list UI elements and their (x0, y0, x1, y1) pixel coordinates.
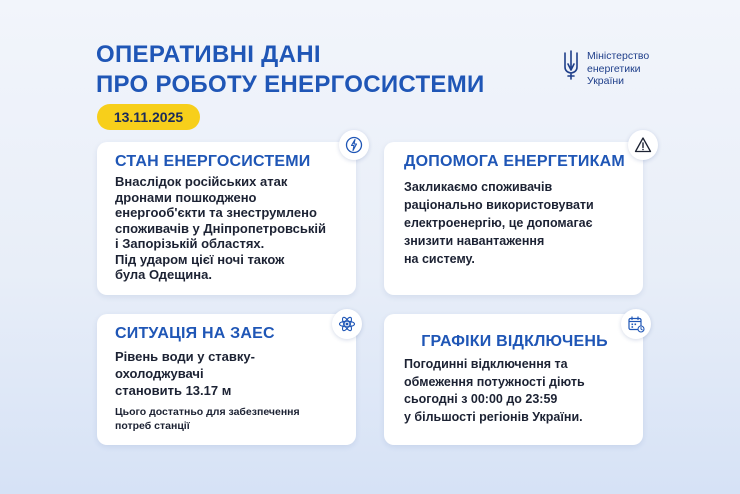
card-text (404, 356, 625, 426)
text-line: Рівень води у ставку-охолоджувачі (115, 349, 255, 381)
text-line: сьогодні з 00:00 до 23:59 (404, 392, 558, 406)
energy-icon (345, 136, 363, 154)
title-line-2: ПРО РОБОТУ ЕНЕРГОСИСТЕМИ (96, 71, 485, 98)
warning-icon (634, 136, 652, 154)
text-line: раціонально використовувати (404, 198, 594, 212)
card-help-energy-workers (384, 142, 643, 295)
text-line: була Одещина. (115, 267, 212, 282)
text-line: дронами пошкоджено (115, 189, 257, 205)
text-line: становить 13.17 м (115, 383, 232, 398)
card-text (404, 178, 625, 268)
ministry-line-2: енергетики (587, 62, 641, 75)
ministry-name (587, 50, 649, 88)
card-title: ГРАФІКИ ВІДКЛЮЧЕНЬ (421, 333, 608, 350)
text-line: знизити навантаження (404, 234, 545, 248)
ministry-line-3: України (587, 75, 625, 87)
trident-icon (562, 50, 580, 80)
card-text (115, 348, 338, 399)
text-line: потреб станції (115, 420, 190, 432)
date-badge: 13.11.2025 (97, 104, 200, 130)
card-text (115, 174, 338, 283)
text-line: і Запорізькій областях. (115, 236, 265, 251)
text-line: Внаслідок російських атак (115, 174, 288, 189)
text-line: у більшості регіонів України. (404, 409, 583, 424)
text-line: на систему. (404, 252, 475, 266)
card-title: СТАН ЕНЕРГОСИСТЕМИ (115, 153, 311, 170)
title-line-1: ОПЕРАТИВНІ ДАНІ (96, 41, 321, 68)
atom-icon-badge (332, 309, 362, 339)
text-line: енергооб'єкти та знеструмлено (115, 205, 317, 220)
card-title: СИТУАЦІЯ НА ЗАЕС (115, 325, 275, 342)
text-line: Цього достатньо для забезпечення (115, 406, 300, 418)
text-line: споживачів у Дніпропетровській (115, 220, 327, 236)
text-line: електроенергію, це допомагає (404, 216, 593, 230)
calendar-icon-badge (621, 309, 651, 339)
text-line: Закликаємо споживачів (404, 180, 553, 194)
energy-icon-badge (339, 130, 369, 160)
card-subtext (115, 405, 338, 433)
atom-icon (338, 315, 356, 333)
text-line: Погодинні відключення та (404, 357, 568, 371)
card-zaes-situation (97, 314, 356, 445)
ministry-logo (562, 50, 649, 88)
card-title: ДОПОМОГА ЕНЕРГЕТИКАМ (404, 153, 625, 170)
ministry-line-1: Міністерство (587, 50, 650, 62)
calendar-icon (627, 315, 645, 333)
page-title (96, 40, 485, 100)
warning-icon-badge (628, 130, 658, 160)
card-outage-schedules (384, 314, 643, 445)
text-line: обмеження потужності діють (404, 374, 585, 389)
card-energy-system-status (97, 142, 356, 295)
text-line: Під ударом цієї ночі також (115, 251, 285, 267)
